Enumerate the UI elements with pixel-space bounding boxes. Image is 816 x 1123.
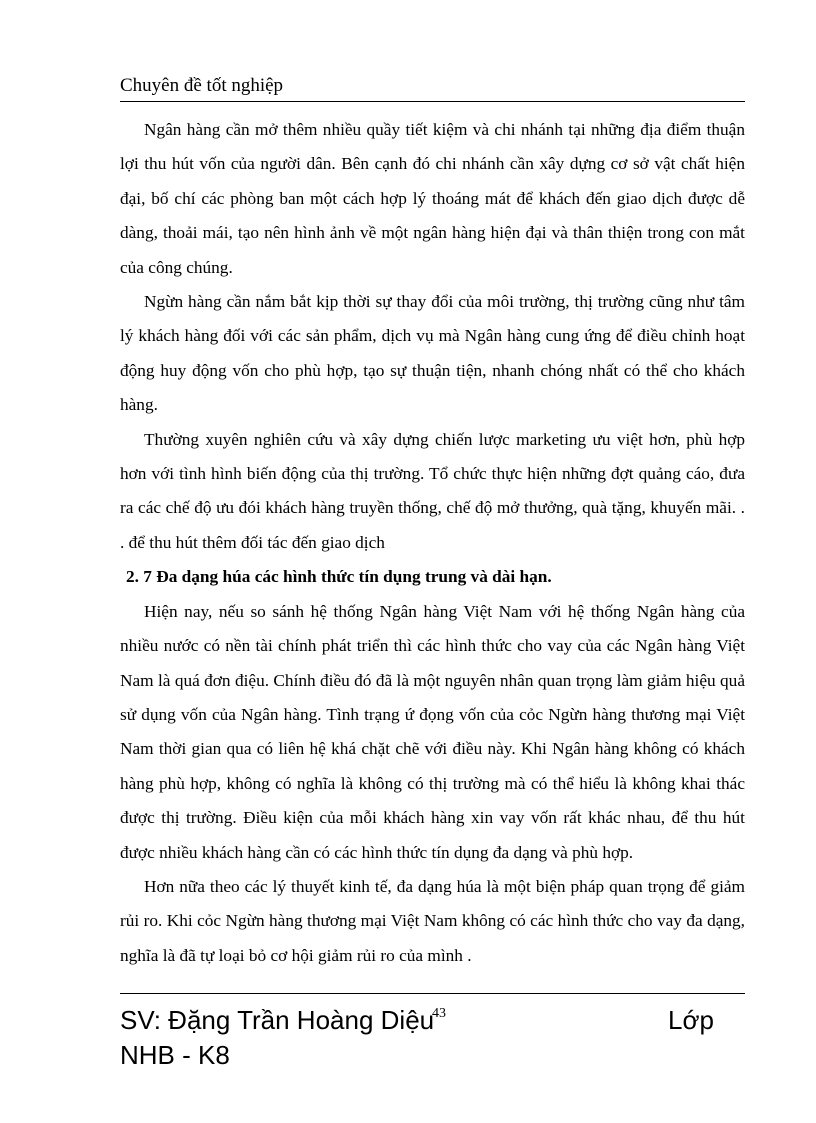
page-number: 43 xyxy=(432,1006,446,1021)
footer-student: SV: Đặng Trần Hoàng Diệu xyxy=(120,1005,435,1035)
footer-student-block xyxy=(120,1003,434,1073)
paragraph: Thường xuyên nghiên cứu và xây dựng chiến lược marketing ưu việt hơn, phù hợp hơn với tình hình biến động của thị trường. Tổ chức thực hiện những đợt quảng cáo, đưa ra các chế độ ưu đói khách hàng truyền thống, chế độ mở thưởng, quà tặng, khuyến mãi. . . để thu hút thêm đối tác đến giao dịch xyxy=(120,429,745,552)
paragraph: Ngân hàng cần mở thêm nhiều quầy tiết kiệm và chi nhánh tại những địa điểm thuận lợi thu hút vốn của người dân. Bên cạnh đó chi nhánh cần xây dựng cơ sở vật chất hiện đại, bố chí các phòng ban một cách hợp lý thoáng mát để khách đến giao dịch được dễ dàng, thoải mái, tạo nên hình ảnh về một ngân hàng hiện đại và thân thiện trong con mắt của công chúng. xyxy=(120,120,745,277)
footer-class-label: Lớp xyxy=(668,1005,714,1035)
paragraph: Ngừn hàng cần nắm bắt kịp thời sự thay đổi của môi trường, thị trường cũng như tâm lý khách hàng đối với các sản phẩm, dịch vụ mà Ngân hàng cung ứng để điều chỉnh hoạt động huy động vốn cho phù hợp, tạo sự thuận tiện, nhanh chóng nhất có thể cho khách hàng. xyxy=(120,292,745,415)
document-body xyxy=(120,113,745,973)
section-heading: 2. 7 Đa dạng húa các hình thức tín dụng trung và dài hạn. xyxy=(126,567,552,587)
paragraph: Hơn nữa theo các lý thuyết kinh tế, đa dạng húa là một biện pháp quan trọng để giảm rủi ro. Khi cỏc Ngừn hàng thương mại Việt Nam không có các hình thức cho vay đa dạng, nghĩa là đã tự loại bỏ cơ hội giảm rủi ro của mình . xyxy=(120,876,745,965)
footer-divider xyxy=(120,993,745,994)
footer-class: NHB - K8 xyxy=(120,1040,230,1070)
page-header xyxy=(120,72,745,102)
paragraph: Hiện nay, nếu so sánh hệ thống Ngân hàng Việt Nam với hệ thống Ngân hàng của nhiều nước có nền tài chính phát triển thì các hình thức cho vay của các Ngân hàng Việt Nam là quá đơn điệu. Chính điều đó đã là một nguyên nhân quan trọng làm giảm hiệu quả sử dụng vốn của Ngân hàng. Tình trạng ứ đọng vốn của cỏc Ngừn hàng thương mại Việt Nam thời gian qua có liên hệ khá chặt chẽ với điều này. Khi Ngân hàng không có khách hàng phù hợp, không có nghĩa là không có thị trường mà có thể hiểu là không khai thác được thị trường. Điều kiện của mỗi khách hàng xin vay vốn rất khác nhau, để thu hút được nhiều khách hàng cần có các hình thức tín dụng đa dạng và phù hợp. xyxy=(120,601,745,862)
document-title: Chuyên đề tốt nghiệp xyxy=(120,75,284,96)
